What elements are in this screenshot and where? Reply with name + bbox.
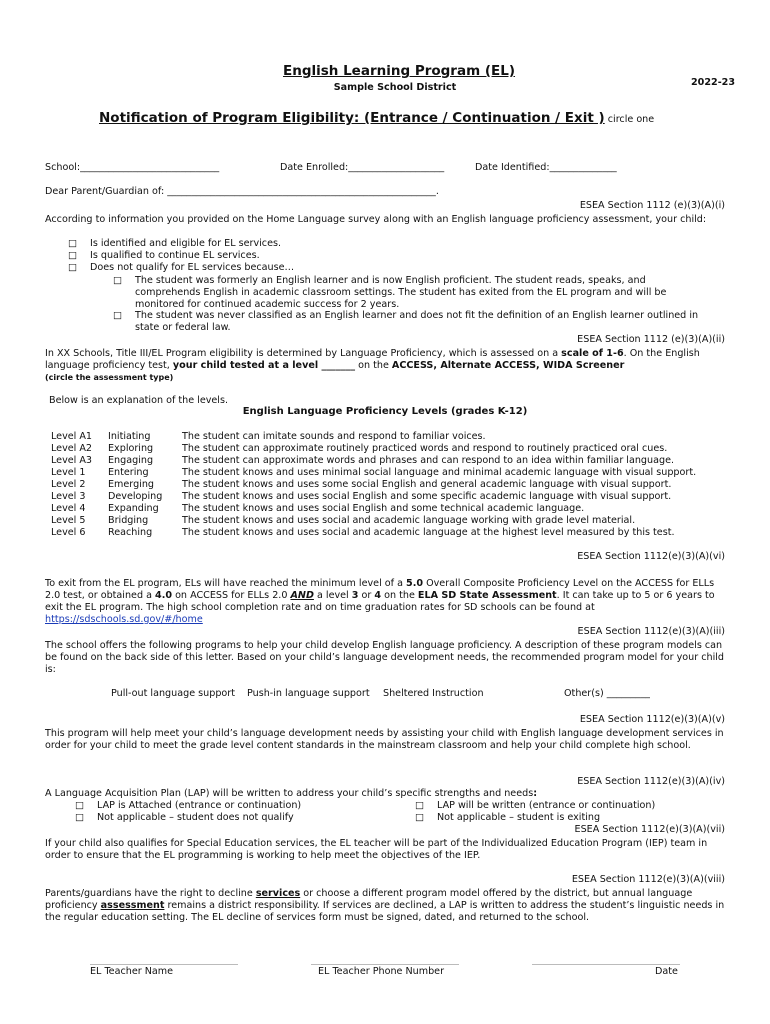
district-name: Sample School District [333, 82, 457, 93]
exit-p6: on the [381, 590, 418, 601]
level-code: Level 1 [51, 467, 86, 478]
sub-option-never-el: The student was never classified as an English learner and does not fit the definition of an English learner outlined in state or federal law. [135, 310, 699, 333]
lap-text [45, 788, 537, 800]
exit-text [45, 578, 730, 626]
sub-option-checkbox-1[interactable]: □ [113, 275, 123, 286]
esea-section-7: ESEA Section 1112(e)(3)(A)(vii) [574, 824, 725, 835]
level-row [51, 491, 702, 503]
exit-ela: ELA SD State Assessment [417, 590, 557, 601]
lap-text-main: A Language Acquisition Plan (LAP) will be written to address your child’s specific strengths and needs [45, 788, 534, 799]
exit-p3: on ACCESS for ELLs 2.0 [172, 590, 291, 601]
esea-section-4: ESEA Section 1112(e)(3)(A)(iii) [577, 626, 725, 637]
date-label: Date [655, 966, 678, 977]
exit-p4: a level [313, 590, 352, 601]
exit-v3: 3 [351, 590, 359, 601]
level-name: Exploring [108, 443, 154, 454]
eligibility-tests: ACCESS, Alternate ACCESS, WIDA Screener [391, 360, 625, 371]
teacher-phone-label: EL Teacher Phone Number [318, 966, 445, 977]
level-code: Level A3 [51, 455, 93, 466]
exit-p2: Overall Composite Proficiency Level on the ACCESS for ELLs 2.0 test, or obtained a [45, 578, 715, 601]
lap-not-qualify[interactable] [75, 812, 294, 824]
meet-needs-text: This program will help meet your child’s language development needs by assisting your child with English language development services in order for your child to meet the grade level content standards in the mainstream classroom and help your child complete high school. [45, 728, 724, 751]
esea-section-3: ESEA Section 1112(e)(3)(A)(vi) [577, 551, 725, 562]
esea-section-5: ESEA Section 1112(e)(3)(A)(v) [579, 714, 725, 725]
eligibility-part3: on the [355, 360, 392, 371]
levels-title: English Language Proficiency Levels (grades K-12) [242, 406, 528, 417]
notice-heading [99, 112, 654, 126]
level-description: The student knows and uses social and academic language working with grade level material. [182, 515, 636, 526]
circle-one-note: circle one [607, 114, 655, 125]
option-eligible[interactable] [68, 238, 281, 250]
level-description: The student knows and uses minimal social language and minimal academic language with visual support. [182, 467, 697, 478]
option-eligible-label: Is identified and eligible for EL services. [90, 238, 282, 249]
level-name: Developing [108, 491, 163, 502]
esea-section-1: ESEA Section 1112 (e)(3)(A)(i) [579, 200, 725, 211]
eligibility-part2: . On the English language proficiency test, [45, 348, 700, 371]
exit-v4: 4 [374, 590, 382, 601]
school-year: 2022-23 [691, 77, 736, 88]
level-row [51, 443, 702, 455]
level-description: The student knows and uses some social English and general academic language with visual support. [182, 479, 672, 490]
esea-section-8: ESEA Section 1112(e)(3)(A)(viii) [571, 874, 725, 885]
eligibility-scale: scale of 1-6 [561, 348, 624, 359]
sub-option-checkbox-2[interactable]: □ [113, 310, 123, 321]
level-name: Reaching [108, 527, 153, 538]
level-code: Level A1 [51, 431, 93, 442]
decline-p2: or choose a different program model offered by the district, but annual language proficiency [45, 888, 693, 911]
date-identified-field[interactable]: Date Identified:______________ [475, 162, 617, 173]
level-row [51, 431, 702, 443]
school-field[interactable]: School:_____________________________ [45, 162, 220, 173]
program-pushin[interactable]: Push-in language support [247, 688, 370, 699]
level-code: Level 5 [51, 515, 86, 526]
sped-text: If your child also qualifies for Special Education services, the EL teacher will be part of the Individualized Education Program (IEP) team in order to ensure that the EL programming is working to help meet the objectives of the IEP. [45, 838, 708, 861]
exit-p1: To exit from the EL program, ELs will have reached the minimum level of a [45, 578, 407, 589]
level-row [51, 467, 702, 479]
lap-attached[interactable] [75, 800, 301, 812]
notice-title: Notification of Program Eligibility: (Entrance / Continuation / Exit ) [99, 110, 605, 126]
teacher-name-line[interactable] [90, 964, 238, 965]
decline-text [45, 888, 730, 924]
eligibility-part1: In XX Schools, Title III/EL Program eligibility is determined by Language Proficiency, which is assessed on a [45, 348, 562, 359]
option-not-qualify-label: Does not qualify for EL services because… [90, 262, 295, 273]
decline-services: services [255, 888, 301, 899]
decline-p3: remains a district responsibility. If services are declined, a LAP is written to address the student’s linguistic needs in the regular education setting. The EL decline of services form must be signed, dated, and returned to the school. [45, 900, 725, 923]
sub-option-former-el: The student was formerly an English learner and is now English proficient. The student reads, speaks, and comprehends English in academic classroom settings. The student has exited from the EL program and will be monitored for continued academic success for 2 years. [135, 275, 667, 310]
lap-not-qualify-label: Not applicable – student does not qualify [97, 812, 294, 823]
lap-attached-label: LAP is Attached (entrance or continuation) [97, 800, 302, 811]
program-title: English Learning Program (EL) [282, 63, 516, 79]
level-row [51, 515, 702, 527]
exit-v1: 5.0 [406, 578, 424, 589]
date-enrolled-field[interactable]: Date Enrolled:____________________ [280, 162, 445, 173]
exit-p7: . It can take up to 5 or 6 years to exit the EL program. The high school completion rate and on time graduation rates for SD schools can be found at [45, 590, 715, 613]
circle-assessment-note: (circle the assessment type) [45, 373, 174, 382]
level-description: The student can imitate sounds and respond to familiar voices. [182, 431, 486, 442]
level-name: Engaging [108, 455, 154, 466]
programs-text: The school offers the following programs to help your child develop English language proficiency. A description of these program models can be found on the back side of this letter. Based on your child’s language development needs, the recommended program model for your child is: [45, 640, 725, 675]
level-row [51, 455, 702, 467]
level-description: The student can approximate words and phrases and can respond to an idea within familiar language. [182, 455, 675, 466]
option-continue[interactable] [68, 250, 260, 262]
level-name: Initiating [108, 431, 151, 442]
level-description: The student knows and uses social English and some technical academic language. [182, 503, 585, 514]
exit-p5: or [358, 590, 375, 601]
levels-intro: Below is an explanation of the levels. [49, 395, 229, 406]
eligibility-tested: your child tested at a level _______ [172, 360, 356, 371]
lap-exiting[interactable] [415, 812, 600, 824]
lap-will-be-written[interactable] [415, 800, 655, 812]
esea-section-6: ESEA Section 1112(e)(3)(A)(iv) [577, 776, 725, 787]
lap-will-be-written-label: LAP will be written (entrance or continuation) [437, 800, 656, 811]
level-description: The student can approximate routinely practiced words and respond to routinely practiced oral cues. [182, 443, 668, 454]
program-pullout[interactable]: Pull-out language support [111, 688, 235, 699]
program-other[interactable]: Other(s) _________ [564, 688, 650, 699]
exit-and: AND [290, 590, 314, 601]
option-not-qualify[interactable] [68, 262, 294, 274]
lap-exiting-label: Not applicable – student is exiting [437, 812, 601, 823]
option-continue-label: Is qualified to continue EL services. [90, 250, 260, 261]
levels-table [51, 431, 702, 539]
level-row [51, 503, 702, 515]
level-code: Level A2 [51, 443, 93, 454]
decline-assessment: assessment [100, 900, 165, 911]
exit-v2: 4.0 [155, 590, 173, 601]
sd-schools-link[interactable]: https://sdschools.sd.gov/#/home [45, 614, 203, 625]
date-line[interactable] [532, 964, 680, 965]
level-name: Bridging [108, 515, 149, 526]
esea-section-2: ESEA Section 1112 (e)(3)(A)(ii) [577, 334, 725, 345]
level-name: Emerging [108, 479, 155, 490]
level-row [51, 479, 702, 491]
teacher-name-label: EL Teacher Name [90, 966, 174, 977]
level-name: Entering [108, 467, 149, 478]
intro-text: According to information you provided on the Home Language survey along with an English language proficiency assessment, your child: [45, 214, 707, 225]
eligibility-text [45, 348, 730, 372]
decline-p1: Parents/guardians have the right to decline [45, 888, 256, 899]
level-code: Level 3 [51, 491, 86, 502]
level-name: Expanding [108, 503, 159, 514]
level-row [51, 527, 702, 539]
lap-colon: : [533, 788, 538, 799]
program-sheltered[interactable]: Sheltered Instruction [383, 688, 484, 699]
level-code: Level 2 [51, 479, 86, 490]
dear-guardian-field[interactable]: Dear Parent/Guardian of: ________________________________________________________. [45, 186, 439, 197]
level-description: The student knows and uses social and academic language at the highest level measured by this test. [182, 527, 675, 538]
level-code: Level 4 [51, 503, 86, 514]
level-description: The student knows and uses social English and some specific academic language with visual support. [182, 491, 672, 502]
teacher-phone-line[interactable] [311, 964, 459, 965]
level-code: Level 6 [51, 527, 86, 538]
